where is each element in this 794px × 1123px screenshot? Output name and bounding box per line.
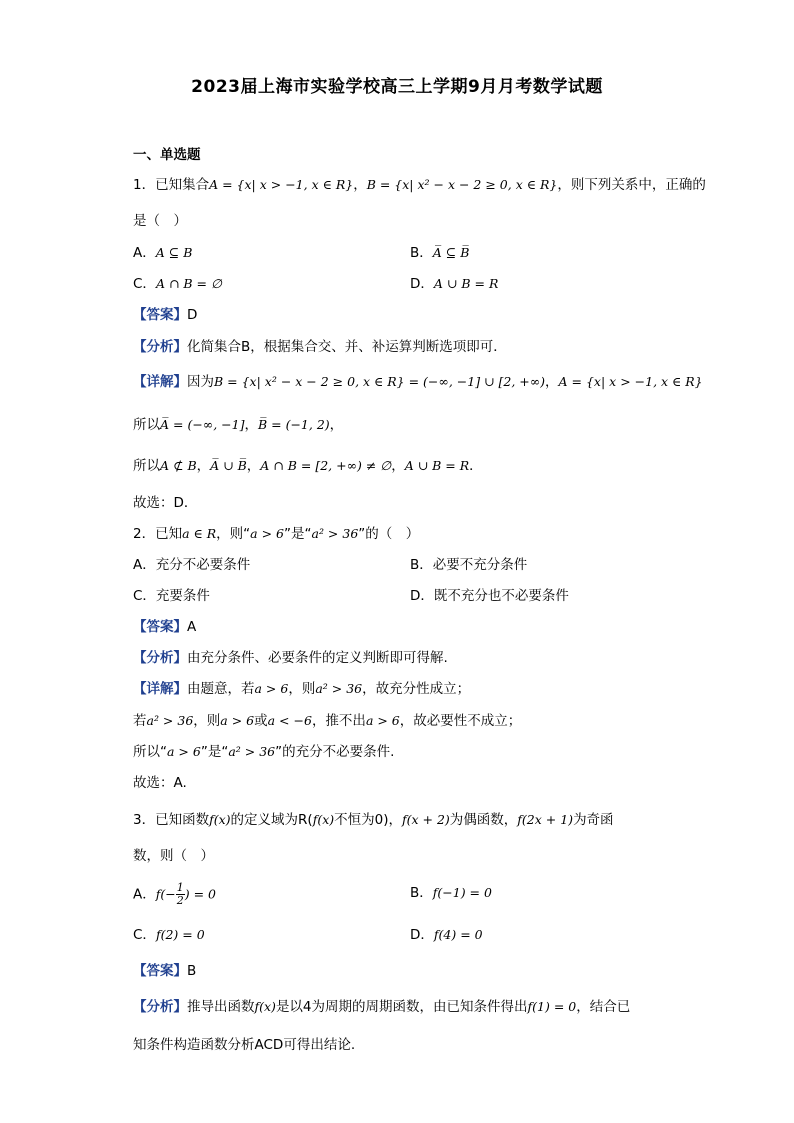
- q2-stem-text: ”是“: [284, 526, 312, 542]
- q2-detail-text: ”的充分不必要条件.: [275, 744, 395, 760]
- q1-analysis-tag: 【分析】: [133, 339, 187, 355]
- q2-option-c: C．充要条件: [133, 588, 210, 604]
- q2-option-a: A．充分不必要条件: [133, 557, 251, 573]
- q1-detail-math: A̅ ∪ B̅: [210, 458, 247, 473]
- q2-analysis-tag: 【分析】: [133, 650, 187, 666]
- q3-analysis-tag: 【分析】: [133, 999, 187, 1015]
- q3-stem-line1: [133, 811, 614, 829]
- q2-stem-text: ”的（ ）: [358, 526, 420, 542]
- q3-option-a-label: A．: [133, 886, 156, 903]
- q3-option-c: [133, 926, 205, 944]
- q3-stem-line2: 数，则（ ）: [133, 848, 214, 864]
- q2-answer-value: A: [187, 619, 197, 635]
- q3-option-a-math: f(−: [155, 886, 176, 902]
- q3-analysis-math: f(x): [254, 999, 276, 1014]
- q1-detail-tag: 【详解】: [133, 374, 187, 390]
- q2-detail-math: a > 6: [167, 744, 201, 759]
- q3-stem-text: 的定义域为R(: [230, 812, 313, 828]
- q2-detail-text: ，故充分性成立；: [362, 681, 471, 697]
- fraction-numerator: 1: [176, 881, 184, 894]
- q3-stem-math: f(2x + 1): [517, 812, 574, 827]
- q2-detail-line3: [133, 743, 394, 761]
- q1-comma: ，: [353, 177, 367, 193]
- q3-stem-math: f(x): [312, 812, 335, 827]
- q1-detail-text: 因为: [187, 374, 214, 390]
- q2-stem-math: a > 6: [250, 526, 284, 541]
- q1-option-c-label: C．: [133, 276, 156, 292]
- q2-answer-tag: 【答案】: [133, 619, 187, 635]
- q1-answer: [133, 306, 197, 324]
- q3-option-b: [410, 884, 492, 902]
- q2-stem-text: ，则“: [216, 526, 251, 542]
- q1-detail-math: B = {x| x² − x − 2 ≥ 0, x ∈ R} = (−∞, −1] ∪ [2, +∞): [214, 374, 546, 389]
- q3-answer-tag: 【答案】: [133, 963, 187, 979]
- q2-detail-text: ，推不出: [311, 713, 366, 729]
- q1-detail-line3: [133, 457, 483, 475]
- q3-option-d-math: f(4) = 0: [433, 927, 483, 942]
- q1-detail-text: ，: [246, 458, 261, 474]
- q3-analysis-text: 推导出函数: [187, 999, 255, 1015]
- q3-option-d: [410, 926, 483, 944]
- q1-analysis-text: 化简集合B，根据集合交、并、补运算判断选项即可．: [187, 339, 507, 355]
- q2-option-b: B．必要不充分条件: [410, 557, 528, 573]
- q2-analysis: [133, 649, 448, 667]
- q1-option-d: [410, 275, 498, 293]
- q2-conclusion: 故选：A.: [133, 775, 187, 791]
- q1-detail-math: A = {x| x > −1, x ∈ R}: [558, 374, 703, 389]
- q1-detail-math: B̅ = (−1, 2): [257, 417, 330, 432]
- q2-detail-math: a > 6: [254, 681, 289, 696]
- q1-detail-text: ，: [244, 417, 258, 433]
- q2-detail-text: ，故必要性不成立；: [399, 713, 522, 729]
- q3-option-d-label: D．: [410, 927, 434, 943]
- q1-stem-line2: 是（ ）: [133, 213, 187, 229]
- q3-stem-text: 3．已知函数: [133, 812, 210, 828]
- q1-option-c-math: A ∩ B = ∅: [155, 276, 222, 291]
- q2-detail-line1: [133, 680, 470, 698]
- q3-answer: [133, 962, 196, 980]
- q3-stem-text: 为奇函: [573, 812, 614, 828]
- q1-option-b: [410, 244, 469, 262]
- q2-detail-text: 所以“: [133, 744, 167, 760]
- q1-stem-text-2: ，则下列关系中，正确的: [557, 177, 706, 193]
- q2-detail-math: a² > 36: [315, 681, 363, 696]
- q1-option-b-math: A̅ ⊆ B̅: [432, 245, 470, 260]
- q1-set-a: A = {x| x > −1, x ∈ R}: [209, 177, 354, 192]
- q3-option-b-label: B．: [410, 885, 433, 901]
- q3-option-a-math: ) = 0: [184, 886, 216, 902]
- q1-detail-line1: [133, 373, 703, 391]
- section-heading: 一、单选题: [133, 147, 201, 163]
- q2-answer: [133, 618, 196, 636]
- q3-analysis-text: 是以4为周期的周期函数，由已知条件得出: [275, 999, 528, 1015]
- q3-option-a-fraction: [176, 882, 185, 907]
- q3-analysis-line1: [133, 998, 630, 1016]
- q3-stem-math: f(x + 2): [401, 812, 450, 827]
- q1-option-a-label: A．: [133, 245, 156, 261]
- q2-detail-text: 或: [254, 713, 268, 729]
- q2-analysis-text: 由充分条件、必要条件的定义判断即可得解.: [187, 650, 448, 666]
- q1-detail-text: ，: [196, 458, 211, 474]
- q1-detail-math: A ⊄ B: [160, 458, 197, 473]
- q3-analysis-line2: 知条件构造函数分析ACD可得出结论.: [133, 1037, 356, 1053]
- fraction-denominator: 2: [176, 894, 184, 907]
- q2-detail-math: a > 6: [365, 713, 400, 728]
- q1-detail-text: ，: [545, 374, 559, 390]
- q1-option-c: [133, 275, 222, 293]
- q1-detail-text: 所以: [133, 458, 160, 474]
- q3-option-a: [133, 882, 216, 907]
- q2-stem: [133, 525, 419, 543]
- q3-option-c-math: f(2) = 0: [155, 927, 205, 942]
- q2-stem-text: 2．已知: [133, 526, 183, 542]
- q2-detail-line2: [133, 712, 521, 730]
- q1-detail-text: ．: [469, 458, 483, 474]
- q2-stem-math: a² > 36: [311, 526, 359, 541]
- q1-answer-value: D: [187, 307, 198, 323]
- q1-detail-text: ，: [391, 458, 405, 474]
- q2-detail-text: ，则: [193, 713, 221, 729]
- q3-stem-text: 为偶函数，: [449, 812, 518, 828]
- q1-detail-text: 所以: [133, 417, 160, 433]
- q3-stem-math: f(x): [209, 812, 231, 827]
- q2-detail-text: 若: [133, 713, 147, 729]
- q1-stem-line1: [133, 176, 706, 194]
- q2-detail-text: ，则: [288, 681, 316, 697]
- q1-option-a-math: A ⊆ B: [155, 245, 193, 260]
- q3-answer-value: B: [187, 963, 197, 979]
- q3-stem-text: 不恒为0)，: [334, 812, 402, 828]
- q3-option-b-math: f(−1) = 0: [432, 885, 492, 900]
- q1-set-b: B = {x| x² − x − 2 ≥ 0, x ∈ R}: [366, 177, 558, 192]
- q1-option-d-label: D．: [410, 276, 434, 292]
- q1-conclusion: 故选：D．: [133, 495, 198, 511]
- q1-option-a: [133, 244, 192, 262]
- q3-option-c-label: C．: [133, 927, 156, 943]
- q2-stem-math: a ∈ R: [182, 526, 217, 541]
- q2-detail-text: ”是“: [200, 744, 229, 760]
- q1-analysis: [133, 338, 507, 356]
- q2-detail-math: a < −6: [267, 713, 312, 728]
- q3-analysis-text: ，结合已: [576, 999, 631, 1015]
- q2-option-d: D．既不充分也不必要条件: [410, 588, 569, 604]
- q1-option-b-label: B．: [410, 245, 433, 261]
- q2-detail-math: a > 6: [220, 713, 255, 728]
- q1-option-d-math: A ∪ B = R: [433, 276, 499, 291]
- q1-answer-tag: 【答案】: [133, 307, 187, 323]
- q1-detail-text: ，: [329, 417, 344, 433]
- q2-detail-math: a² > 36: [228, 744, 276, 759]
- q2-detail-math: a² > 36: [146, 713, 194, 728]
- q1-detail-math: A ∩ B = [2, +∞) ≠ ∅: [260, 458, 392, 473]
- q1-detail-math: A ∪ B = R: [404, 458, 470, 473]
- q3-analysis-math: f(1) = 0: [527, 999, 577, 1014]
- q1-stem-text: 1．已知集合: [133, 177, 210, 193]
- q2-detail-text: 由题意，若: [187, 681, 255, 697]
- q1-detail-line2: [133, 416, 343, 434]
- q2-detail-tag: 【详解】: [133, 681, 187, 697]
- q1-detail-math: A̅ = (−∞, −1]: [160, 417, 245, 432]
- page-title: 2023届上海市实验学校高三上学期9月月考数学试题: [191, 77, 603, 97]
